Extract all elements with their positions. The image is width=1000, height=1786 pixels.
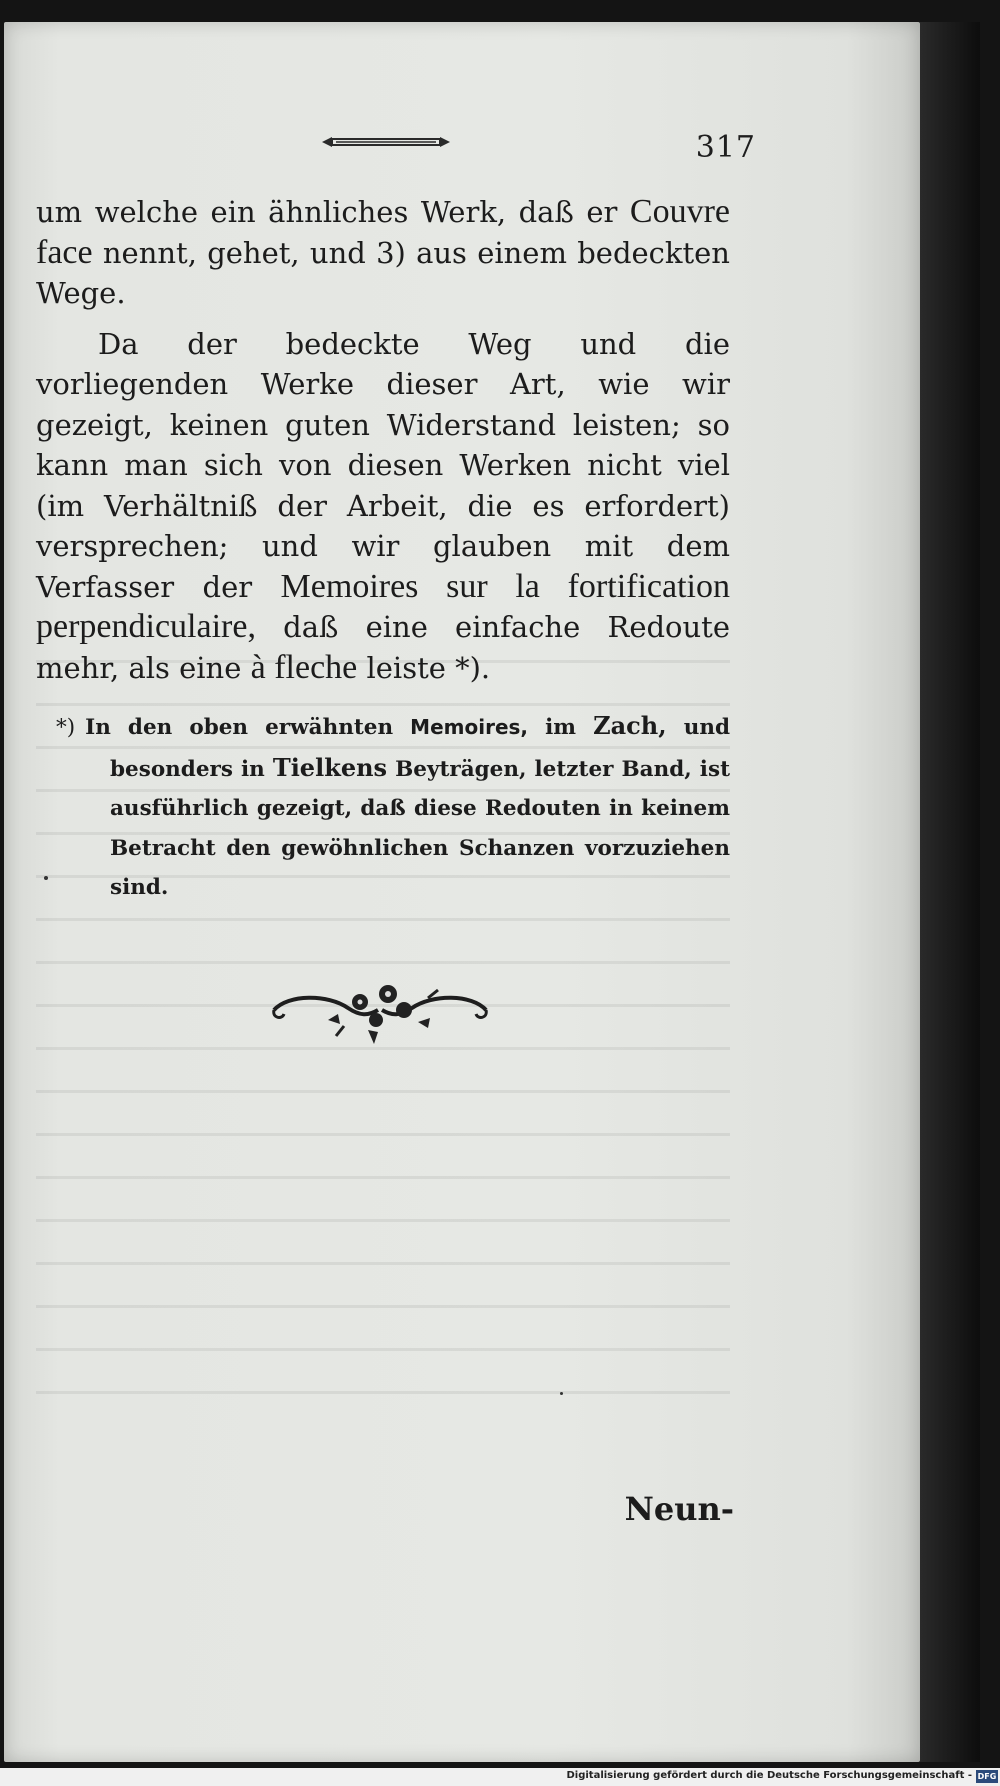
footnote-body	[56, 706, 730, 908]
page-number: 317	[695, 130, 756, 165]
ink-speck	[560, 1392, 563, 1395]
paragraph-1	[36, 192, 730, 314]
text-run: leiste *).	[357, 650, 491, 685]
body-text	[36, 192, 730, 688]
digitization-credit: Digitalisierung gefördert durch die Deutsche Forschungsgemeinschaft -	[566, 1770, 972, 1781]
antiqua-term: à fleche	[250, 648, 358, 686]
antiqua-term: Couvre face	[36, 193, 730, 271]
text-run: um welche ein ähnliches Werk, daß er	[36, 195, 630, 229]
text-run: nennt, gehet, und 3) aus einem bedeckten Wege.	[36, 235, 730, 310]
text-run: Da der bedeckte Weg und die vorliegenden Werke dieser Art, wie wir gezeigt, keinen guten Widerstand leisten; so kann man sich von diesen Werken nicht viel (im Verhältniß der Arbeit, die es erfordert) versprechen; und wir glauben mit dem Verfasser der	[36, 326, 730, 604]
text-run: Beyträgen, letzter Band, ist ausführlich gezeigt, daß diese Redouten in keinem Betracht den gewöhnlichen Schanzen vorzuziehen sind.	[110, 756, 730, 900]
footnote-marker: *)	[56, 715, 76, 740]
paragraph-2	[36, 324, 730, 689]
dfg-logo: DFG	[977, 1772, 997, 1781]
antiqua-title: Memoires sur la fortification perpendiculaire,	[36, 567, 730, 645]
text-run: daß eine einfache Redoute mehr, als eine	[36, 610, 730, 685]
ink-speck	[44, 876, 48, 880]
floral-vignette-icon	[268, 980, 492, 1048]
text-run: und besonders in	[110, 715, 730, 782]
emphasized-name: Zach,	[593, 711, 667, 740]
spine-shadow	[920, 22, 980, 1762]
text-run: im	[528, 715, 594, 740]
footnote	[56, 706, 730, 908]
antiqua-term: Memoires,	[410, 715, 529, 739]
catchword: Neun-	[624, 1490, 734, 1528]
text-run: In den oben erwähnten	[85, 715, 411, 740]
emphasized-name: Tielkens	[272, 752, 388, 782]
header-ornament-icon	[322, 132, 450, 152]
